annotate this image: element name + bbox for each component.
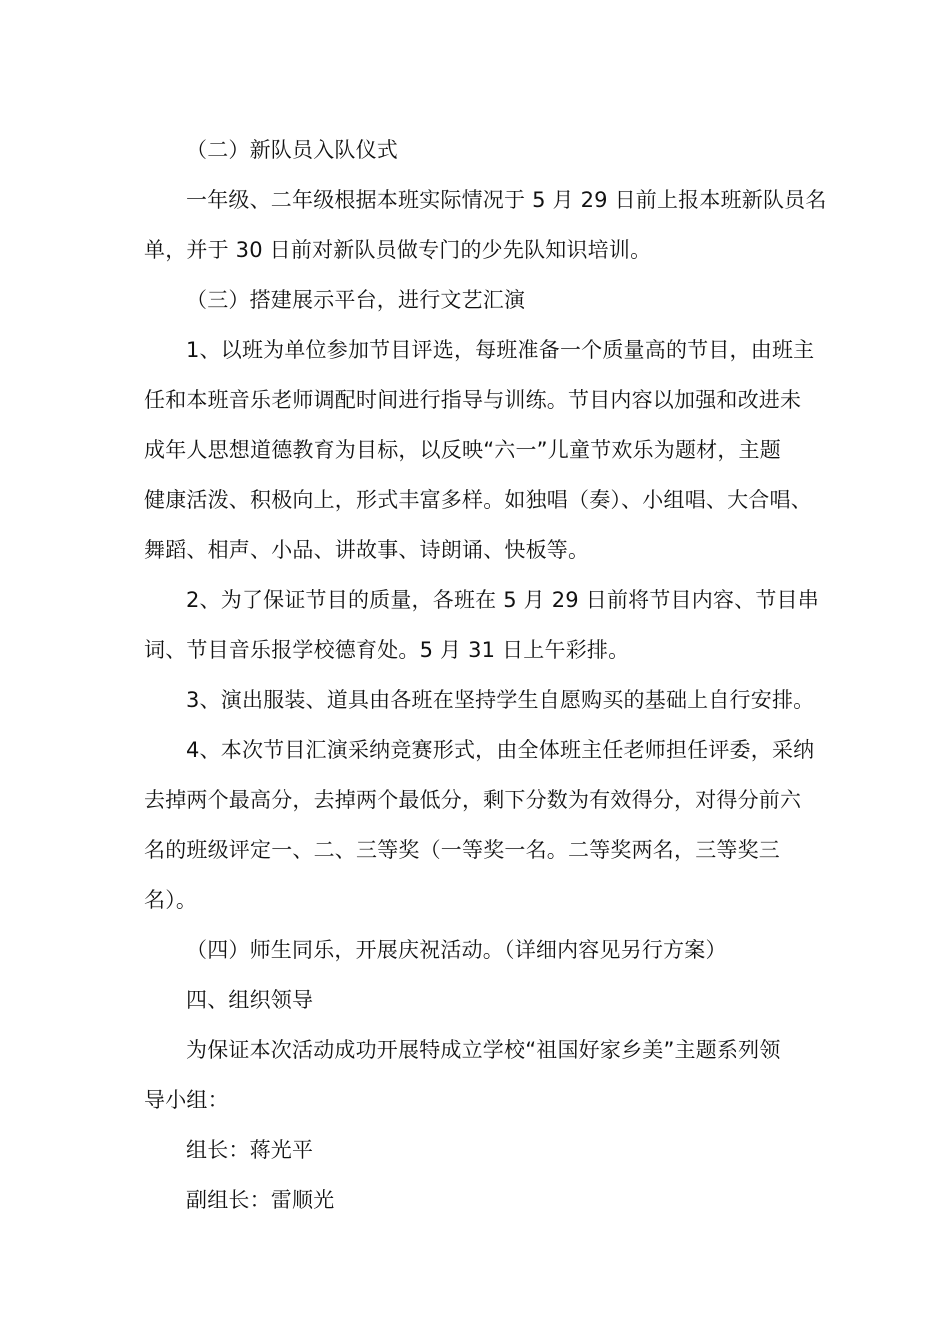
paragraph-line: 名的班级评定一、二、三等奖（一等奖一名。二等奖两名，三等奖三 (144, 838, 780, 862)
leader-name-line: 组长：蒋光平 (186, 1138, 314, 1162)
paragraph-line: 单，并于 30 日前对新队员做专门的少先队知识培训。 (144, 238, 652, 262)
deputy-leader-name-line: 副组长：雷顺光 (186, 1188, 335, 1212)
section-heading-celebration: （四）师生同乐，开展庆祝活动。（详细内容见另行方案） (186, 938, 727, 962)
paragraph-line: 去掉两个最高分，去掉两个最低分，剩下分数为有效得分，对得分前六 (144, 788, 802, 812)
section-heading-performance-platform: （三）搭建展示平台，进行文艺汇演 (186, 288, 526, 312)
paragraph-line: 成年人思想道德教育为目标，以反映“六一”儿童节欢乐为题材，主题 (144, 438, 781, 462)
paragraph-line: 为保证本次活动成功开展特成立学校“祖国好家乡美”主题系列领 (186, 1038, 781, 1062)
paragraph-line: 2、为了保证节目的质量，各班在 5 月 29 日前将节目内容、节目串 (186, 588, 819, 612)
paragraph-line: 词、节目音乐报学校德育处。5 月 31 日上午彩排。 (144, 638, 630, 662)
section-heading-leadership: 四、组织领导 (186, 988, 314, 1012)
paragraph-line: 一年级、二年级根据本班实际情况于 5 月 29 日前上报本班新队员名 (186, 188, 827, 212)
paragraph-line: 1、以班为单位参加节目评选，每班准备一个质量高的节目，由班主 (186, 338, 815, 362)
paragraph-line: 舞蹈、相声、小品、讲故事、诗朗诵、快板等。 (144, 538, 590, 562)
paragraph-line: 导小组： (144, 1088, 229, 1112)
paragraph-line: 名）。 (144, 888, 198, 912)
paragraph-line: 4、本次节目汇演采纳竞赛形式，由全体班主任老师担任评委，采纳 (186, 738, 815, 762)
section-heading-new-member-ceremony: （二）新队员入队仪式 (186, 138, 398, 162)
paragraph-line: 任和本班音乐老师调配时间进行指导与训练。节目内容以加强和改进未 (144, 388, 802, 412)
paragraph-line: 3、演出服装、道具由各班在坚持学生自愿购买的基础上自行安排。 (186, 688, 815, 712)
paragraph-line: 健康活泼、积极向上，形式丰富多样。如独唱（奏）、小组唱、大合唱、 (144, 488, 812, 512)
